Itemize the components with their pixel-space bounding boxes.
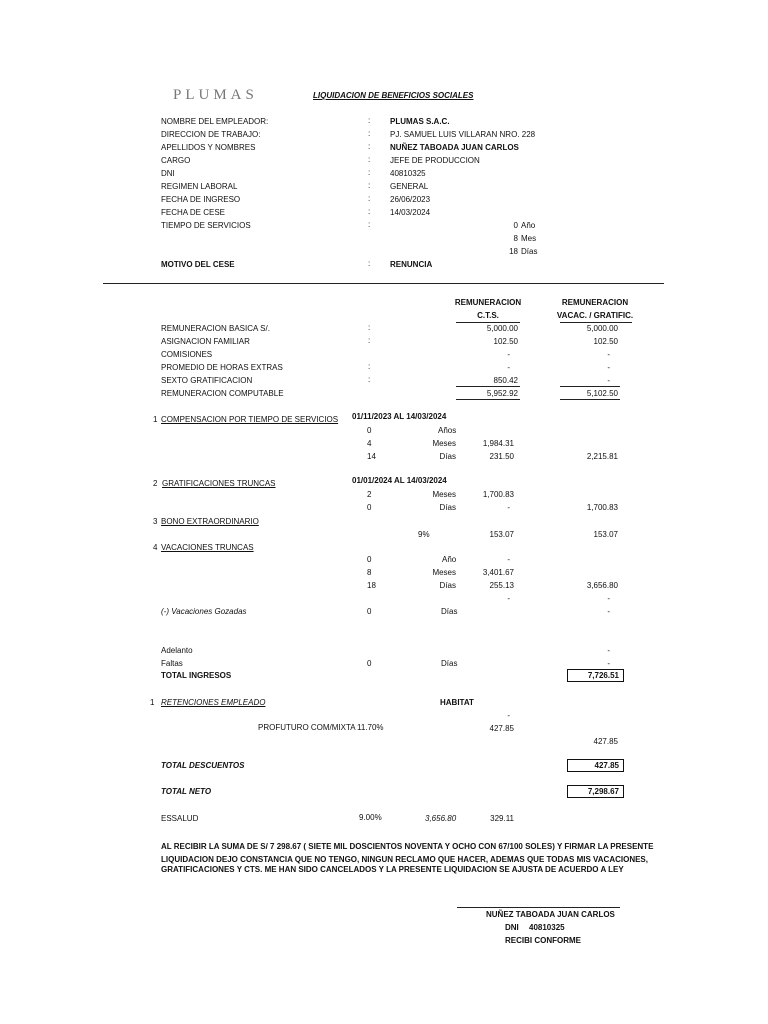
colon: : (368, 220, 371, 229)
family-vac: 102.50 (593, 337, 618, 346)
ret-dash: - (507, 711, 510, 720)
declaration-line: GRATIFICACIONES Y CTS. ME HAN SIDO CANCELADOS Y LA PRESENTE LIQUIDACION SE AJUSTA DE ACUERDO A LEY (161, 865, 624, 874)
vac-total: 3,656.80 (586, 581, 618, 590)
faltas-unit: Días (441, 659, 458, 668)
regime-label: REGIMEN LABORAL (161, 182, 238, 191)
grat-days-amount: - (507, 503, 510, 512)
colon: : (368, 323, 371, 332)
section-number: 1 (153, 415, 158, 424)
cts-months-amount: 1,984.31 (482, 439, 514, 448)
colon: : (368, 375, 371, 384)
sixth-grat-vac: - (607, 376, 610, 385)
faltas-qty: 0 (367, 659, 372, 668)
basic-vac: 5,000.00 (586, 324, 618, 333)
afp-pct: 11.70% (357, 723, 384, 732)
overtime-label: PROMEDIO DE HORAS EXTRAS (161, 363, 283, 372)
reason-label: MOTIVO DEL CESE (161, 260, 235, 269)
colon: : (368, 194, 371, 203)
name-value: NUÑEZ TABOADA JUAN CARLOS (390, 143, 519, 152)
service-years-unit: Año (521, 221, 536, 230)
employer-value: PLUMAS S.A.C. (390, 117, 450, 126)
total-ingresos-value: 7,726.51 (587, 671, 619, 680)
cts-years-unit: Años (438, 426, 457, 435)
overtime-vac: - (607, 363, 610, 372)
colon: : (368, 362, 371, 371)
grat-months-unit: Meses (432, 490, 456, 499)
end-date-label: FECHA DE CESE (161, 208, 226, 217)
colon: : (368, 116, 371, 125)
total-underline (456, 399, 520, 400)
colon: : (368, 142, 371, 151)
cts-period: 01/11/2023 AL 14/03/2024 (352, 412, 447, 421)
service-time-label: TIEMPO DE SERVICIOS (161, 221, 251, 230)
vac-months-unit: Meses (432, 568, 456, 577)
cts-months: 4 (367, 439, 372, 448)
service-years: 0 (513, 221, 518, 230)
essalud-label: ESSALUD (161, 814, 199, 823)
header-underline (456, 322, 520, 323)
basic-cts: 5,000.00 (486, 324, 518, 333)
adelanto-total: - (607, 646, 610, 655)
vac-years-unit: Año (442, 555, 457, 564)
signature-received: RECIBI CONFORME (505, 936, 581, 945)
sixth-grat-cts: 850.42 (493, 376, 518, 385)
colon: : (368, 336, 371, 345)
afp-amount: 427.85 (489, 724, 514, 733)
colon: : (368, 259, 371, 268)
total-descuentos-value: 427.85 (594, 761, 619, 770)
signature-dni-label: DNI (505, 923, 519, 932)
essalud-base: 3,656.80 (425, 814, 457, 823)
signature-line (457, 907, 620, 908)
colon: : (368, 129, 371, 138)
grat-period: 01/01/2024 AL 14/03/2024 (352, 476, 447, 485)
retenciones-title: RETENCIONES EMPLEADO (161, 698, 266, 707)
colon: : (368, 155, 371, 164)
family-cts: 102.50 (493, 337, 518, 346)
colon: : (368, 181, 371, 190)
total-underline (560, 399, 620, 400)
signature-name: NUÑEZ TABOADA JUAN CARLOS (486, 910, 615, 919)
declaration-line: AL RECIBIR LA SUMA DE S/ 7 298.67 ( SIETE MIL DOSCIENTOS NOVENTA Y OCHO CON 67/100 SOLES) Y FIRMAR LA PRESENTE (161, 842, 654, 851)
vac-gozadas-label: (-) Vacaciones Gozadas (161, 607, 247, 616)
vac-months-amount: 3,401.67 (482, 568, 514, 577)
essalud-pct: 9.00% (359, 813, 382, 822)
dni-value: 40810325 (390, 169, 426, 178)
faltas-total: - (607, 659, 610, 668)
sum-line (456, 386, 520, 387)
section-number: 1 (150, 698, 155, 707)
sixth-grat-label: SEXTO GRATIFICACION (161, 376, 253, 385)
service-months-unit: Mes (521, 234, 537, 243)
vac-dash: - (507, 594, 510, 603)
position-label: CARGO (161, 156, 191, 165)
total-descuentos-label: TOTAL DESCUENTOS (161, 761, 245, 770)
computable-cts: 5,952.92 (486, 389, 518, 398)
start-date-label: FECHA DE INGRESO (161, 195, 241, 204)
regime-value: GENERAL (390, 182, 429, 191)
computable-label: REMUNERACION COMPUTABLE (161, 389, 284, 398)
company-logo: PLUMAS (173, 87, 258, 103)
commissions-cts: - (507, 350, 510, 359)
document-title: LIQUIDACION DE BENEFICIOS SOCIALES (313, 91, 474, 100)
service-months: 8 (513, 234, 518, 243)
vac-years: 0 (367, 555, 372, 564)
total-ingresos-label: TOTAL INGRESOS (161, 671, 232, 680)
overtime-cts: - (507, 363, 510, 372)
vac-days-unit: Días (439, 581, 456, 590)
family-label: ASIGNACION FAMILIAR (161, 337, 250, 346)
grat-months-amount: 1,700.83 (482, 490, 514, 499)
bono-total: 153.07 (593, 530, 618, 539)
end-date-value: 14/03/2024 (390, 208, 431, 217)
employer-label: NOMBRE DEL EMPLEADOR: (161, 117, 269, 126)
vac-days-amount: 255.13 (489, 581, 514, 590)
service-days: 18 (509, 247, 518, 256)
total-neto-value: 7,298.67 (587, 787, 619, 796)
header-underline (560, 322, 632, 323)
cts-months-unit: Meses (432, 439, 456, 448)
vac-years-amount: - (507, 555, 510, 564)
basic-label: REMUNERACION BASICA S/. (161, 324, 270, 333)
address-label: DIRECCION DE TRABAJO: (161, 130, 261, 139)
commissions-vac: - (607, 350, 610, 359)
total-neto-label: TOTAL NETO (161, 787, 212, 796)
vac-gozadas-total: - (607, 607, 610, 616)
vac-months: 8 (367, 568, 372, 577)
name-label: APELLIDOS Y NOMBRES (161, 143, 256, 152)
grat-months: 2 (367, 490, 372, 499)
address-value: PJ. SAMUEL LUIS VILLARAN NRO. 228 (390, 130, 536, 139)
section-number: 2 (153, 479, 158, 488)
cts-years: 0 (367, 426, 372, 435)
section-number: 4 (153, 543, 158, 552)
col-vac-header-1: REMUNERACION (561, 298, 629, 307)
vac-gozadas-qty: 0 (367, 607, 372, 616)
grat-days-unit: Días (439, 503, 456, 512)
grat-days: 0 (367, 503, 372, 512)
commissions-label: COMISIONES (161, 350, 213, 359)
computable-vac: 5,102.50 (586, 389, 618, 398)
essalud-amount: 329.11 (490, 814, 514, 823)
col-vac-header-2: VACAC. / GRATIFIC. (556, 311, 634, 320)
dni-label: DNI (161, 169, 175, 178)
afp-label: PROFUTURO COM/MIXTA (258, 723, 356, 732)
grat-total: 1,700.83 (586, 503, 618, 512)
vac-title: VACACIONES TRUNCAS (161, 543, 254, 552)
afp-total: 427.85 (593, 737, 618, 746)
position-value: JEFE DE PRODUCCION (390, 156, 480, 165)
sum-line (560, 386, 620, 387)
bono-pct: 9% (418, 530, 430, 539)
colon: : (368, 207, 371, 216)
reason-value: RENUNCIA (390, 260, 433, 269)
grat-title: GRATIFICACIONES TRUNCAS (162, 479, 276, 488)
cts-days-amount: 231.50 (489, 452, 514, 461)
separator-line (103, 283, 664, 284)
vac-days: 18 (367, 581, 376, 590)
col-cts-header-1: REMUNERACION (454, 298, 522, 307)
cts-title: COMPENSACION POR TIEMPO DE SERVICIOS (161, 415, 339, 424)
signature-dni-value: 40810325 (529, 923, 565, 932)
vac-gozadas-unit: Días (441, 607, 458, 616)
bono-title: BONO EXTRAORDINARIO (161, 517, 259, 526)
vac-dash: - (607, 594, 610, 603)
col-cts-header-2: C.T.S. (477, 311, 499, 320)
service-days-unit: Días (521, 247, 538, 256)
colon: : (368, 168, 371, 177)
bono-amount: 153.07 (489, 530, 514, 539)
adelanto-label: Adelanto (161, 646, 193, 655)
cts-days-unit: Días (439, 452, 456, 461)
faltas-label: Faltas (161, 659, 183, 668)
declaration-line: LIQUIDACION DEJO CONSTANCIA QUE NO TENGO, NINGUN RECLAMO QUE HACER, ADEMAS QUE TODAS MIS VACACIONES, (161, 855, 648, 864)
cts-days: 14 (367, 452, 376, 461)
cts-total: 2,215.81 (586, 452, 618, 461)
section-number: 3 (153, 517, 158, 526)
afp-fund-name: HABITAT (440, 698, 474, 707)
start-date-value: 26/06/2023 (390, 195, 431, 204)
